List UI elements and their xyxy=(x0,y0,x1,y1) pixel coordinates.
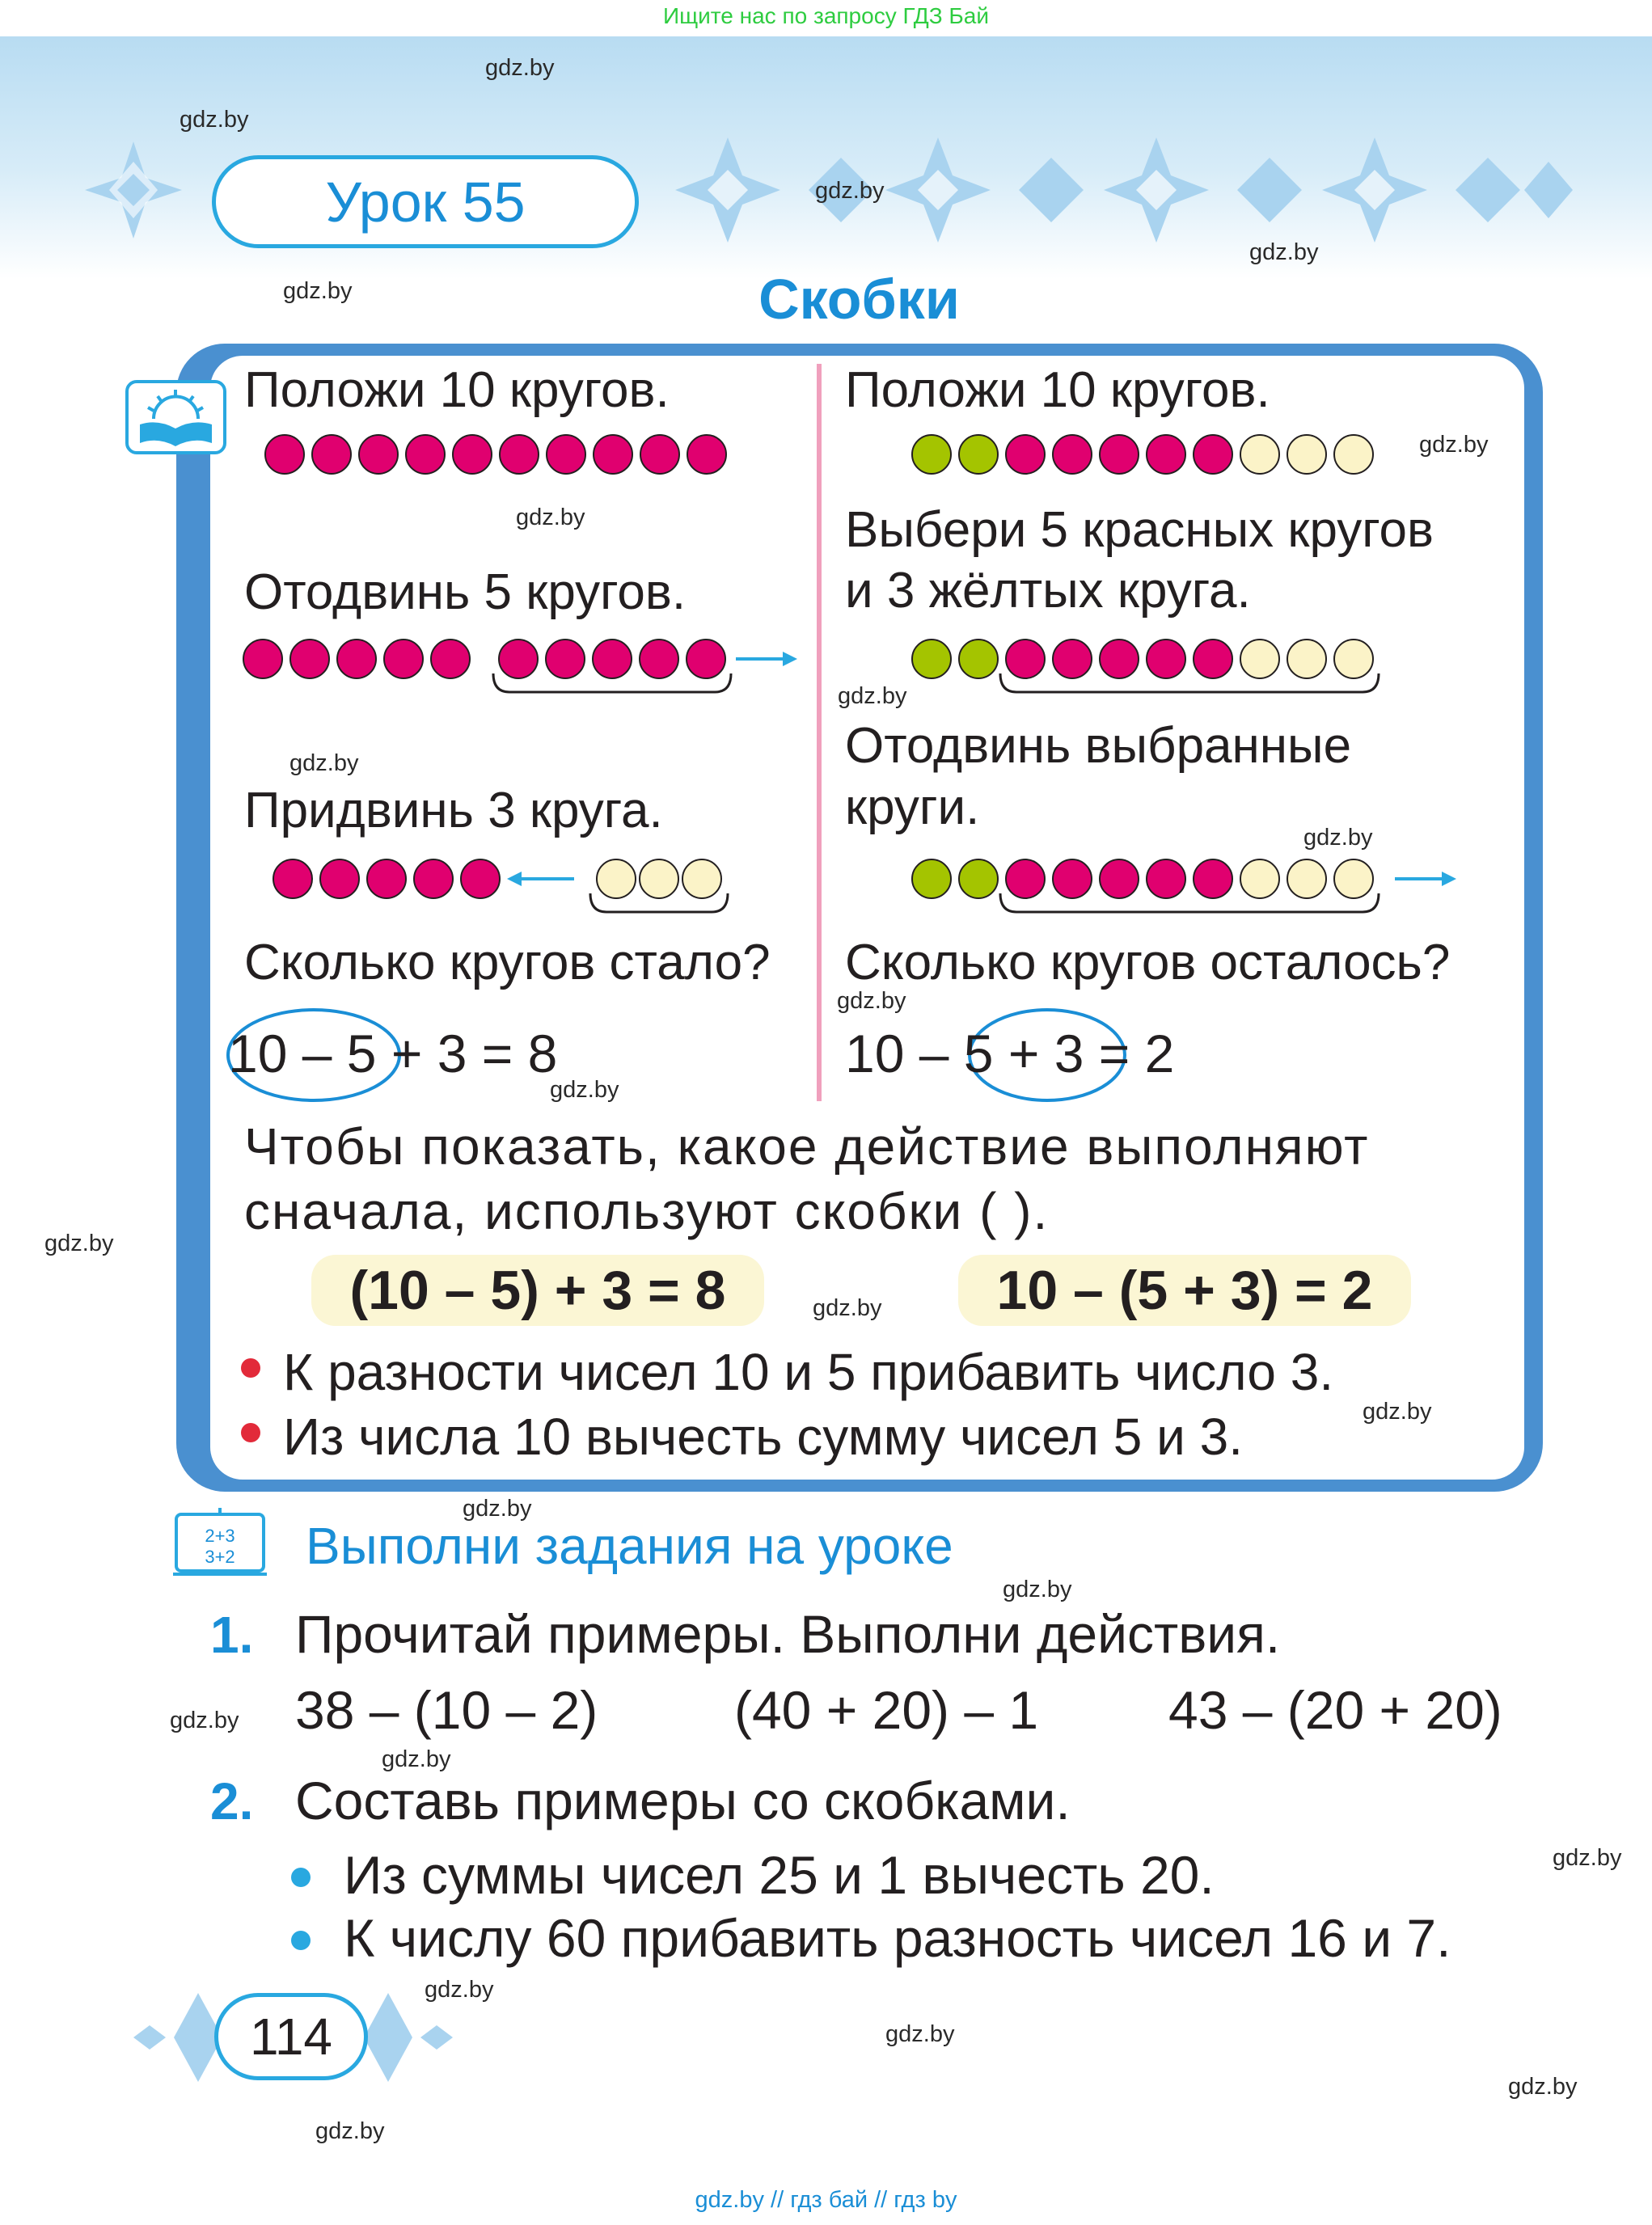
left-step3: Придвинь 3 круга. xyxy=(244,783,663,838)
watermark: gdz.by xyxy=(180,107,249,133)
page-title: Скобки xyxy=(758,268,960,331)
left-equation xyxy=(228,1024,558,1083)
watermark: gdz.by xyxy=(425,1977,494,2003)
formula-difference-first: (10 – 5) + 3 = 8 xyxy=(311,1255,764,1326)
lesson-badge: Урок 55 xyxy=(212,155,639,248)
right-step1: Положи 10 кругов. xyxy=(845,362,1270,418)
task-1-example-1: 38 – (10 – 2) xyxy=(295,1680,598,1740)
watermark: gdz.by xyxy=(813,1295,882,1321)
circles-row-moved xyxy=(910,857,1460,922)
task-2-number: 2. xyxy=(210,1772,254,1830)
rule-line-2: сначала, используют скобки ( ). xyxy=(244,1182,1050,1240)
footer-links[interactable]: gdz.by // гдз бай // гдз by xyxy=(695,2187,957,2213)
watermark: gdz.by xyxy=(463,1496,532,1522)
rule-bullet-1: К разности чисел 10 и 5 прибавить число 3. xyxy=(283,1343,1334,1401)
watermark: gdz.by xyxy=(1508,2074,1578,2100)
right-step3-line2: круги. xyxy=(845,779,980,835)
watermark: gdz.by xyxy=(885,2021,955,2047)
watermark: gdz.by xyxy=(382,1746,451,1772)
task-2-bullet-2: К числу 60 прибавить разность чисел 16 и 7. xyxy=(344,1908,1451,1968)
snowflake-ornament-icon xyxy=(671,133,1577,247)
left-step1: Положи 10 кругов. xyxy=(244,362,670,418)
snowflake-ornament-icon xyxy=(81,137,186,243)
left-question: Сколько кругов стало? xyxy=(244,935,771,990)
task-2-text: Составь примеры со скобками. xyxy=(295,1771,1071,1830)
right-step3-line1: Отодвинь выбранные xyxy=(845,718,1352,774)
watermark: gdz.by xyxy=(1419,432,1489,458)
bullet-dot xyxy=(291,1868,311,1887)
right-equation-part2: 5 + 3 xyxy=(963,1024,1084,1083)
task-1-text: Прочитай примеры. Выполни действия. xyxy=(295,1604,1281,1664)
watermark: gdz.by xyxy=(315,2118,385,2144)
watermark: gdz.by xyxy=(837,988,906,1014)
left-equation-part1: 10 – 5 xyxy=(228,1024,377,1083)
right-step2-line2: и 3 жёлтых круга. xyxy=(845,563,1251,619)
board-icon-line2: 3+2 xyxy=(205,1547,235,1567)
circles-row-selected xyxy=(910,637,1383,702)
watermark: gdz.by xyxy=(815,178,885,204)
watermark: gdz.by xyxy=(1249,239,1319,265)
watermark: gdz.by xyxy=(1363,1399,1432,1425)
task-1-number: 1. xyxy=(210,1606,254,1664)
right-step2-line1: Выбери 5 красных кругов xyxy=(845,502,1434,558)
watermark: gdz.by xyxy=(44,1231,114,1256)
board-icon xyxy=(171,1508,268,1582)
task-1-example-3: 43 – (20 + 20) xyxy=(1168,1680,1502,1740)
circles-row-split xyxy=(241,637,799,702)
circles-row-join xyxy=(271,857,736,922)
right-question: Сколько кругов осталось? xyxy=(845,935,1451,990)
circles-row-10-magenta xyxy=(263,433,732,476)
right-equation xyxy=(845,1024,1175,1083)
task-1-example-2: (40 + 20) – 1 xyxy=(734,1680,1039,1740)
left-equation-part2: + 3 = 8 xyxy=(376,1024,558,1083)
rule-line-1: Чтобы показать, какое действие выполняют xyxy=(244,1117,1370,1176)
watermark: gdz.by xyxy=(170,1708,239,1733)
watermark: gdz.by xyxy=(283,278,353,304)
bullet-dot xyxy=(291,1931,311,1950)
right-equation-part3: = 2 xyxy=(1084,1024,1175,1083)
watermark: gdz.by xyxy=(485,55,555,81)
rule-bullet-2: Из числа 10 вычесть сумму чисел 5 и 3. xyxy=(283,1408,1244,1466)
task-2-bullet-1: Из суммы чисел 25 и 1 вычесть 20. xyxy=(344,1845,1215,1905)
board-icon-line1: 2+3 xyxy=(205,1526,235,1546)
circles-row-mixed xyxy=(910,433,1383,476)
book-sun-icon xyxy=(125,380,226,454)
watermark: gdz.by xyxy=(838,683,907,709)
watermark: gdz.by xyxy=(550,1077,619,1103)
watermark: gdz.by xyxy=(1303,825,1373,851)
panel-divider xyxy=(817,364,822,1101)
page-number: 114 xyxy=(214,1993,368,2080)
bullet-dot xyxy=(241,1358,260,1378)
watermark: gdz.by xyxy=(289,750,359,776)
formula-sum-first: 10 – (5 + 3) = 2 xyxy=(958,1255,1411,1326)
tasks-heading: Выполни задания на уроке xyxy=(306,1517,953,1575)
left-step2: Отодвинь 5 кругов. xyxy=(244,564,687,620)
watermark: gdz.by xyxy=(1553,1845,1622,1871)
right-equation-part1: 10 – xyxy=(845,1024,964,1083)
watermark: gdz.by xyxy=(1003,1577,1072,1602)
bullet-dot xyxy=(241,1423,260,1442)
top-promo-link[interactable]: Ищите нас по запросу ГДЗ Бай xyxy=(662,3,990,28)
watermark: gdz.by xyxy=(516,505,585,530)
